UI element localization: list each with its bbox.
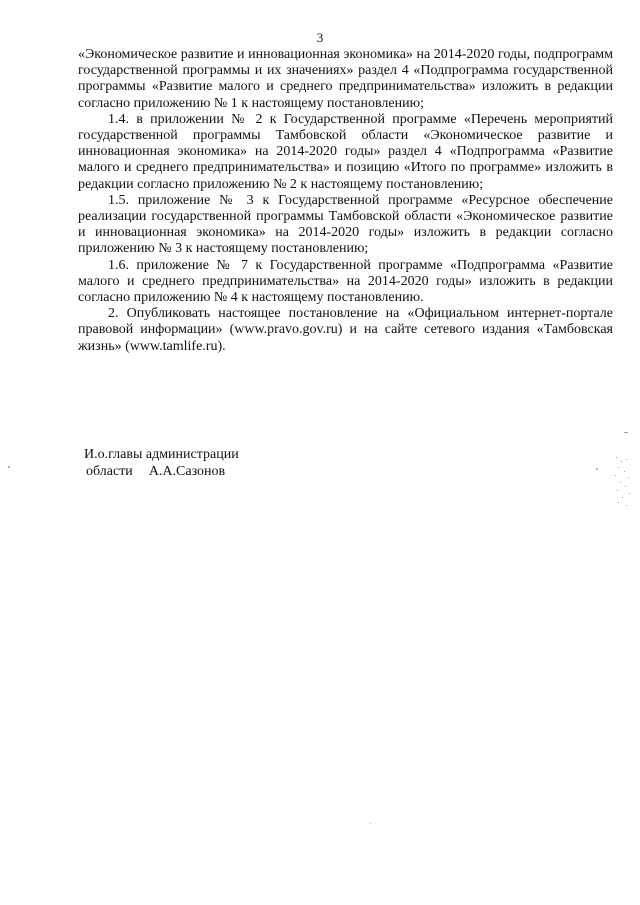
paragraph-item-1-4: 1.4. в приложении № 2 к Государственной программе «Перечень мероприятий государственной программы Тамбовской области «Экономическое развитие и инновационная экономика» на 2014-2020 годы» раздел 4 «Подпрограмма «Развитие малого и среднего предпринимательства» и позицию «Итого по программе» изложить в редакции согласно приложению № 2 к настоящему постановлению; [78,111,613,192]
paragraph-continuation: «Экономическое развитие и инновационная экономика» на 2014-2020 годы, подпрограмм государственной программы и их значениях» раздел 4 «Подпрограмма государственной программы «Развитие малого и среднего предпринимательства» изложить в редакции согласно приложению № 1 к настоящему постановлению; [78,47,613,111]
paragraph-item-1-6: 1.6. приложение № 7 к Государственной программе «Подпрограмма «Развитие малого и среднего предпринимательства» на 2014-2020 годы» изложить в редакции согласно приложению № 4 к настоящему постановлению. [78,257,613,306]
scan-speck [370,823,371,824]
paragraph-item-2: 2. Опубликовать настоящее постановление на «Официальном интернет-портале правовой информации» (www.pravo.gov.ru) и на сайте сетевого издания «Тамбовская жизнь» (www.tamlife.ru). [78,306,613,354]
document-body [78,47,613,355]
signature-block [84,446,239,480]
scan-speck [624,432,628,433]
stamp-trace [612,455,632,510]
signatory-title: И.о.главы администрации [84,447,239,462]
signatory-region: области [86,464,133,479]
signatory-region-line [84,463,239,480]
scan-speck [8,466,10,468]
paragraph-item-1-5: 1.5. приложение № 3 к Государственной программе «Ресурсное обеспечение реализации государственной программы Тамбовской области «Экономическое развитие и инновационная экономика» на 2014-2020 годы» изложить в редакции согласно приложению № 3 к настоящему постановлению; [78,192,613,257]
page-number: 3 [316,30,324,45]
scan-speck [596,468,598,470]
signatory-name: А.А.Сазонов [148,464,226,479]
